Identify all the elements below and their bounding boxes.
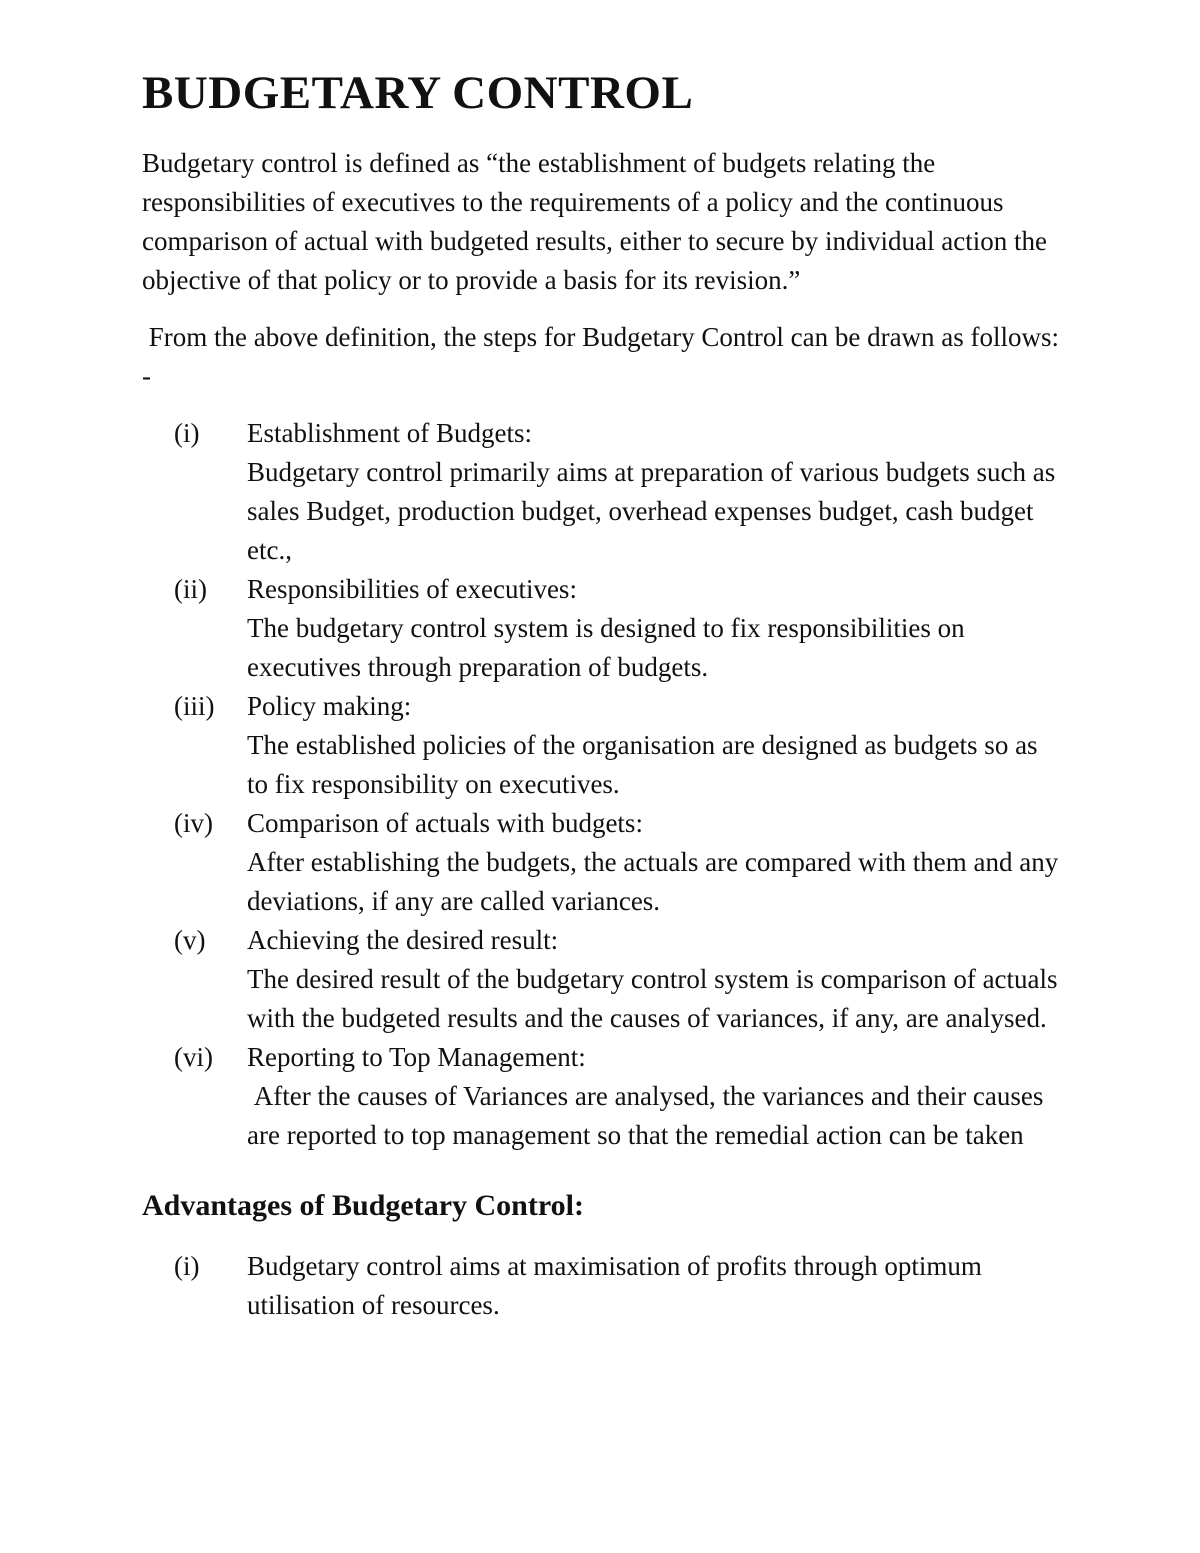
step-text: Budgetary control primarily aims at preparation of various budgets such as sales Budget, production budget, overhead expenses budget, cash budget etc., [247, 457, 1056, 565]
page-title: BUDGETARY CONTROL [142, 67, 694, 119]
step-text: The established policies of the organisation are designed as budgets so as to fix responsibility on executives. [247, 730, 1038, 799]
list-item [142, 414, 1062, 570]
step-heading: Reporting to Top Management: [247, 1042, 586, 1072]
list-item [142, 1247, 1062, 1325]
definition-paragraph: Budgetary control is defined as “the establishment of budgets relating the responsibilities of executives to the requirements of a policy and the continuous comparison of actual with budgeted results, either to secure by individual action the objective of that policy or to provide a basis for its revision.” [142, 148, 1047, 295]
steps-list [142, 414, 1062, 1155]
step-heading: Comparison of actuals with budgets: [247, 808, 643, 838]
list-item [142, 687, 1062, 804]
step-heading: Policy making: [247, 691, 412, 721]
list-item [142, 570, 1062, 687]
list-item [142, 1038, 1062, 1155]
step-text: The budgetary control system is designed to fix responsibilities on executives through preparation of budgets. [247, 613, 965, 682]
step-text: After the causes of Variances are analysed, the variances and their causes are reported to top management so that the remedial action can be taken [247, 1081, 1051, 1150]
step-text: After establishing the budgets, the actuals are compared with them and any deviations, if any are called variances. [247, 847, 1059, 916]
step-number: (i) [174, 418, 200, 448]
step-heading: Establishment of Budgets: [247, 418, 532, 448]
step-number: (v) [174, 925, 206, 955]
advantages-list [142, 1247, 1062, 1325]
advantage-text: Budgetary control aims at maximisation of profits through optimum utilisation of resources. [247, 1251, 982, 1320]
document-page [142, 62, 1066, 1325]
step-number: (ii) [174, 574, 207, 604]
advantage-number: (i) [174, 1251, 200, 1281]
step-heading: Achieving the desired result: [247, 925, 559, 955]
step-text: The desired result of the budgetary control system is comparison of actuals with the budgeted results and the causes of variances, if any, are analysed. [247, 964, 1058, 1033]
list-item [142, 921, 1062, 1038]
step-heading: Responsibilities of executives: [247, 574, 577, 604]
step-number: (iv) [174, 808, 213, 838]
list-item [142, 804, 1062, 921]
step-number: (iii) [174, 691, 215, 721]
advantages-heading: Advantages of Budgetary Control: [142, 1189, 584, 1222]
step-number: (vi) [174, 1042, 213, 1072]
intro-paragraph: From the above definition, the steps for Budgetary Control can be drawn as follows: - [142, 322, 1066, 391]
